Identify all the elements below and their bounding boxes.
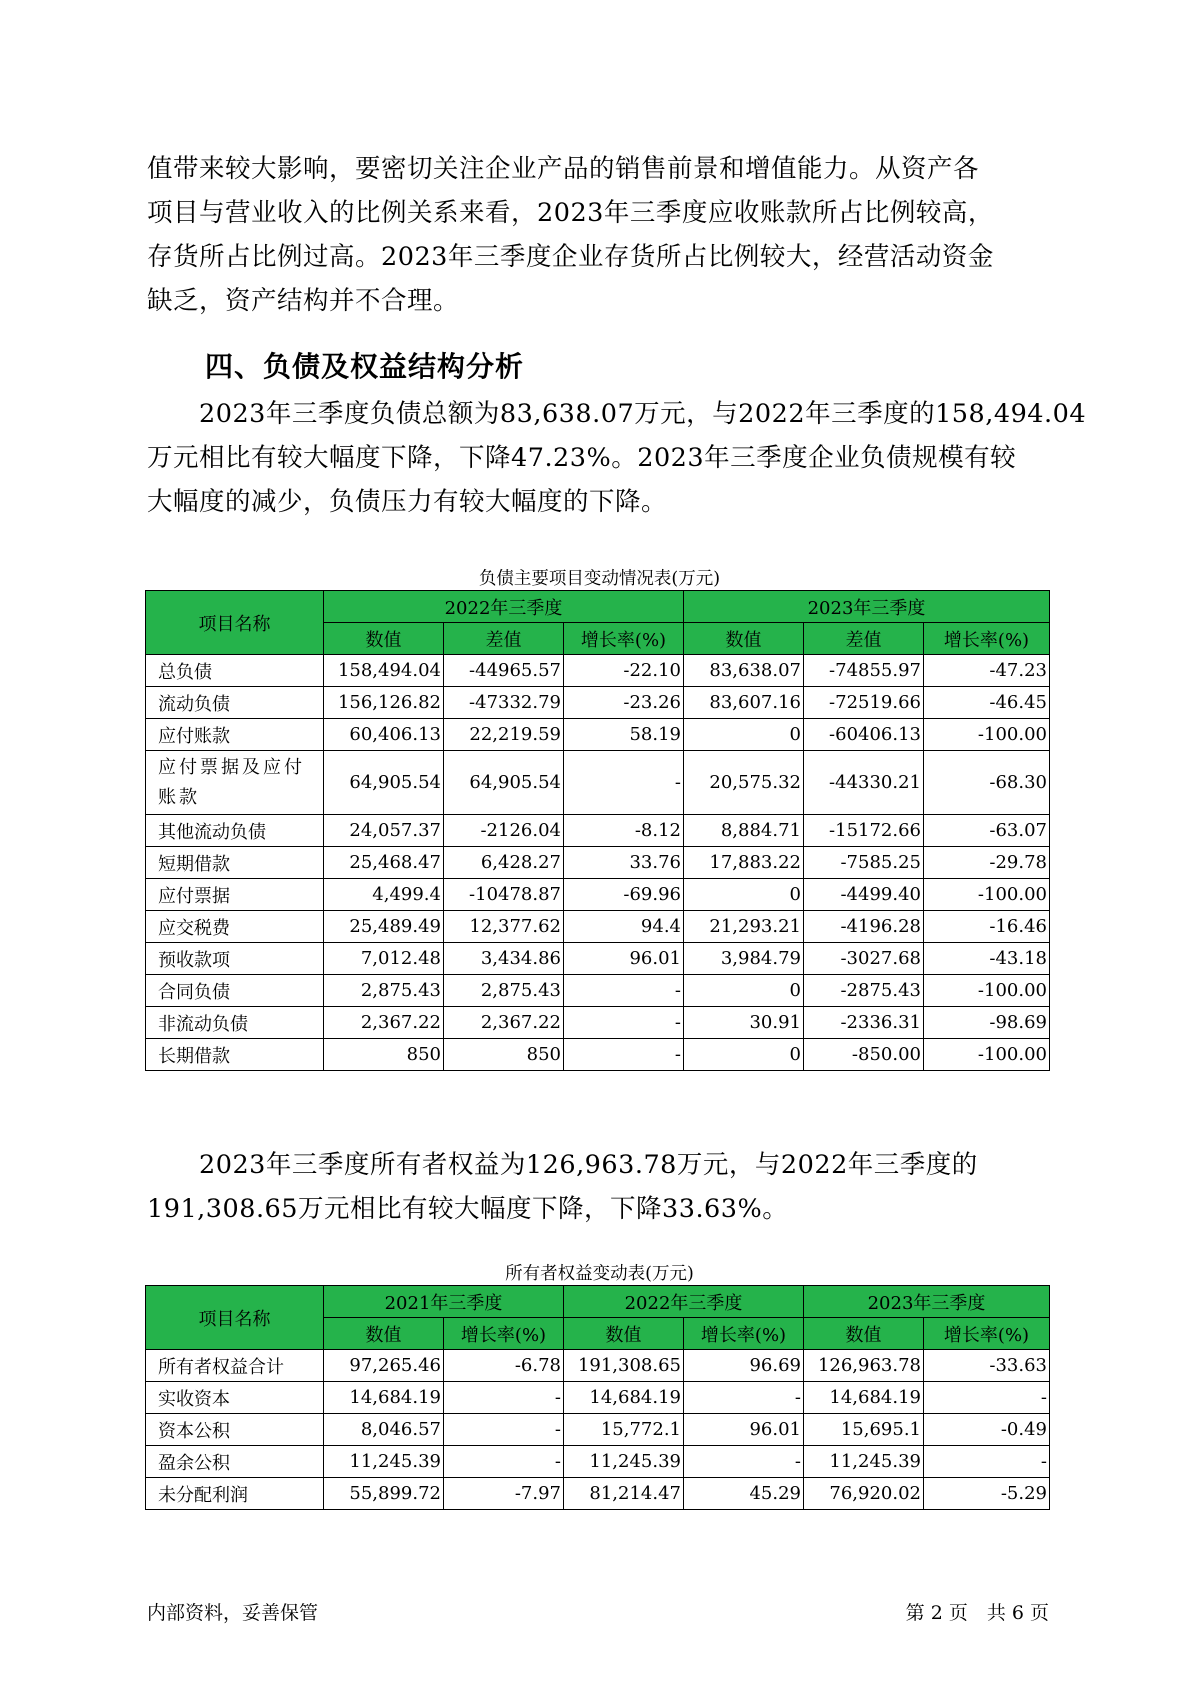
table-cell: 25,489.49: [324, 911, 444, 943]
row-label: 合同负债: [146, 975, 324, 1007]
table-cell: 4,499.4: [324, 879, 444, 911]
row-label: 其他流动负债: [146, 815, 324, 847]
table-cell: -47332.79: [444, 687, 564, 719]
text-line: 2023年三季度负债总额为83,638.07万元，与2022年三季度的158,494.04: [147, 399, 1087, 429]
table-cell: 0: [684, 975, 804, 1007]
table-cell: -: [564, 975, 684, 1007]
table-cell: -0.49: [924, 1414, 1050, 1446]
table-cell: -44330.21: [804, 751, 924, 815]
table-cell: 24,057.37: [324, 815, 444, 847]
table-cell: 8,884.71: [684, 815, 804, 847]
table-cell: -69.96: [564, 879, 684, 911]
text-line: 191,308.65万元相比有较大幅度下降，下降33.63%。: [147, 1194, 789, 1224]
section-heading: 四、负债及权益结构分析: [205, 350, 525, 383]
table-cell: -: [564, 1007, 684, 1039]
table-cell: 11,245.39: [324, 1446, 444, 1478]
table-cell: -: [684, 1382, 804, 1414]
text-line: 2023年三季度所有者权益为126,963.78万元，与2022年三季度的: [147, 1150, 978, 1180]
table-cell: 81,214.47: [564, 1478, 684, 1510]
table-row: [146, 943, 1050, 975]
table-cell: -: [924, 1446, 1050, 1478]
table-cell: -5.29: [924, 1478, 1050, 1510]
table-cell: 60,406.13: [324, 719, 444, 751]
table-cell: -: [444, 1446, 564, 1478]
row-label: 应交税费: [146, 911, 324, 943]
table-cell: -4499.40: [804, 879, 924, 911]
column-header: 数值: [804, 1318, 924, 1350]
table-cell: -: [444, 1414, 564, 1446]
table-cell: 64,905.54: [444, 751, 564, 815]
equity-paragraph: [147, 1143, 1052, 1231]
row-label: 预收款项: [146, 943, 324, 975]
table-cell: -: [564, 1039, 684, 1071]
table-cell: 14,684.19: [804, 1382, 924, 1414]
table-cell: 156,126.82: [324, 687, 444, 719]
table-cell: -15172.66: [804, 815, 924, 847]
row-label: 流动负债: [146, 687, 324, 719]
table-row: [146, 1350, 1050, 1382]
table-cell: -63.07: [924, 815, 1050, 847]
table-cell: -2875.43: [804, 975, 924, 1007]
table-cell: 45.29: [684, 1478, 804, 1510]
liability-table: [145, 590, 1050, 1071]
column-header: 数值: [324, 1318, 444, 1350]
column-header: 增长率(%): [684, 1318, 804, 1350]
table-row: [146, 655, 1050, 687]
table-cell: 17,883.22: [684, 847, 804, 879]
table-row: [146, 815, 1050, 847]
row-label: 应付票据及应付账款: [146, 751, 324, 815]
table-cell: -100.00: [924, 975, 1050, 1007]
table-cell: -8.12: [564, 815, 684, 847]
item-name-header: 项目名称: [146, 1286, 324, 1350]
table-cell: -: [684, 1446, 804, 1478]
table-cell: 76,920.02: [804, 1478, 924, 1510]
table-cell: -43.18: [924, 943, 1050, 975]
table-cell: 30.91: [684, 1007, 804, 1039]
table-cell: 25,468.47: [324, 847, 444, 879]
table-cell: 83,638.07: [684, 655, 804, 687]
table-cell: 94.4: [564, 911, 684, 943]
table-cell: 11,245.39: [564, 1446, 684, 1478]
table-cell: 6,428.27: [444, 847, 564, 879]
table-cell: 12,377.62: [444, 911, 564, 943]
liability-paragraph: [147, 392, 1087, 524]
table-cell: 11,245.39: [804, 1446, 924, 1478]
page-number: 第 2 页 共 6 页: [905, 1602, 1049, 1624]
row-label: 短期借款: [146, 847, 324, 879]
footer-note: 内部资料，妥善保管: [147, 1602, 319, 1624]
text-line: 缺乏，资产结构并不合理。: [147, 286, 460, 316]
table-row: [146, 1446, 1050, 1478]
text-line: 大幅度的减少，负债压力有较大幅度的下降。: [147, 487, 668, 517]
table-cell: -100.00: [924, 1039, 1050, 1071]
table-cell: -2336.31: [804, 1007, 924, 1039]
table-row: [146, 719, 1050, 751]
column-header: 差值: [804, 623, 924, 655]
text-line: 万元相比有较大幅度下降，下降47.23%。2023年三季度企业负债规模有较: [147, 443, 1017, 473]
table-cell: 22,219.59: [444, 719, 564, 751]
table-cell: -98.69: [924, 1007, 1050, 1039]
table-cell: 850: [324, 1039, 444, 1071]
table-cell: -74855.97: [804, 655, 924, 687]
row-label: 盈余公积: [146, 1446, 324, 1478]
table-cell: -6.78: [444, 1350, 564, 1382]
table-cell: 2,367.22: [444, 1007, 564, 1039]
text-line: 存货所占比例过高。2023年三季度企业存货所占比例较大，经营活动资金: [147, 242, 994, 272]
table-cell: -: [564, 751, 684, 815]
column-header: 增长率(%): [564, 623, 684, 655]
table-row: [146, 911, 1050, 943]
group-header: 2023年三季度: [804, 1286, 1050, 1318]
table-cell: 14,684.19: [564, 1382, 684, 1414]
table-cell: -22.10: [564, 655, 684, 687]
table-cell: 158,494.04: [324, 655, 444, 687]
table-cell: -10478.87: [444, 879, 564, 911]
table-cell: -46.45: [924, 687, 1050, 719]
table-cell: 191,308.65: [564, 1350, 684, 1382]
table-row: [146, 687, 1050, 719]
table-cell: -2126.04: [444, 815, 564, 847]
table-caption: 所有者权益变动表(万元): [505, 1264, 694, 1284]
row-label: 长期借款: [146, 1039, 324, 1071]
group-header: 2022年三季度: [324, 591, 684, 623]
table-cell: 0: [684, 1039, 804, 1071]
table-cell: -23.26: [564, 687, 684, 719]
table-cell: 58.19: [564, 719, 684, 751]
table-row: [146, 1007, 1050, 1039]
table-cell: 2,875.43: [324, 975, 444, 1007]
table-row: [146, 1039, 1050, 1071]
column-header: 数值: [324, 623, 444, 655]
table-cell: 2,367.22: [324, 1007, 444, 1039]
table-cell: -850.00: [804, 1039, 924, 1071]
intro-paragraph: [147, 147, 1052, 323]
table-cell: -: [924, 1382, 1050, 1414]
table-cell: -100.00: [924, 719, 1050, 751]
table-row: [146, 975, 1050, 1007]
group-header: 2021年三季度: [324, 1286, 564, 1318]
table-cell: 64,905.54: [324, 751, 444, 815]
table-cell: -100.00: [924, 879, 1050, 911]
table-cell: 96.01: [564, 943, 684, 975]
table-cell: 15,695.1: [804, 1414, 924, 1446]
column-header: 增长率(%): [924, 1318, 1050, 1350]
row-label: 所有者权益合计: [146, 1350, 324, 1382]
row-label: 实收资本: [146, 1382, 324, 1414]
item-name-header: 项目名称: [146, 591, 324, 655]
table-cell: 21,293.21: [684, 911, 804, 943]
table-cell: -29.78: [924, 847, 1050, 879]
text-line: 项目与营业收入的比例关系来看，2023年三季度应收账款所占比例较高，: [147, 198, 994, 228]
table-row: [146, 1478, 1050, 1510]
table-cell: 15,772.1: [564, 1414, 684, 1446]
table-cell: 20,575.32: [684, 751, 804, 815]
table-cell: 96.69: [684, 1350, 804, 1382]
table-cell: -60406.13: [804, 719, 924, 751]
group-header: 2022年三季度: [564, 1286, 804, 1318]
table-cell: 0: [684, 719, 804, 751]
table-row: [146, 751, 1050, 815]
table-cell: -68.30: [924, 751, 1050, 815]
row-label: 非流动负债: [146, 1007, 324, 1039]
column-header: 差值: [444, 623, 564, 655]
table-row: [146, 1414, 1050, 1446]
row-label: 总负债: [146, 655, 324, 687]
table-cell: 7,012.48: [324, 943, 444, 975]
column-header: 增长率(%): [444, 1318, 564, 1350]
table-cell: -4196.28: [804, 911, 924, 943]
table-cell: -7.97: [444, 1478, 564, 1510]
table-cell: -7585.25: [804, 847, 924, 879]
table-cell: -33.63: [924, 1350, 1050, 1382]
column-header: 增长率(%): [924, 623, 1050, 655]
table-cell: 8,046.57: [324, 1414, 444, 1446]
table-cell: 83,607.16: [684, 687, 804, 719]
table-cell: -44965.57: [444, 655, 564, 687]
group-header: 2023年三季度: [684, 591, 1050, 623]
table-cell: 55,899.72: [324, 1478, 444, 1510]
equity-table: [145, 1285, 1050, 1510]
table-cell: 3,984.79: [684, 943, 804, 975]
table-cell: 96.01: [684, 1414, 804, 1446]
table-cell: -72519.66: [804, 687, 924, 719]
table-cell: -47.23: [924, 655, 1050, 687]
table-cell: 0: [684, 879, 804, 911]
table-cell: 33.76: [564, 847, 684, 879]
table-row: [146, 1382, 1050, 1414]
table-row: [146, 879, 1050, 911]
table-cell: 2,875.43: [444, 975, 564, 1007]
row-label: 应付账款: [146, 719, 324, 751]
column-header: 数值: [564, 1318, 684, 1350]
table-cell: -: [444, 1382, 564, 1414]
table-cell: 850: [444, 1039, 564, 1071]
table-cell: 3,434.86: [444, 943, 564, 975]
column-header: 数值: [684, 623, 804, 655]
table-caption: 负债主要项目变动情况表(万元): [478, 569, 721, 589]
table-cell: 126,963.78: [804, 1350, 924, 1382]
table-cell: 14,684.19: [324, 1382, 444, 1414]
text-line: 值带来较大影响，要密切关注企业产品的销售前景和增值能力。从资产各: [147, 154, 980, 184]
table-row: [146, 847, 1050, 879]
row-label: 资本公积: [146, 1414, 324, 1446]
row-label: 未分配利润: [146, 1478, 324, 1510]
table-cell: -16.46: [924, 911, 1050, 943]
table-cell: -3027.68: [804, 943, 924, 975]
table-cell: 97,265.46: [324, 1350, 444, 1382]
row-label: 应付票据: [146, 879, 324, 911]
